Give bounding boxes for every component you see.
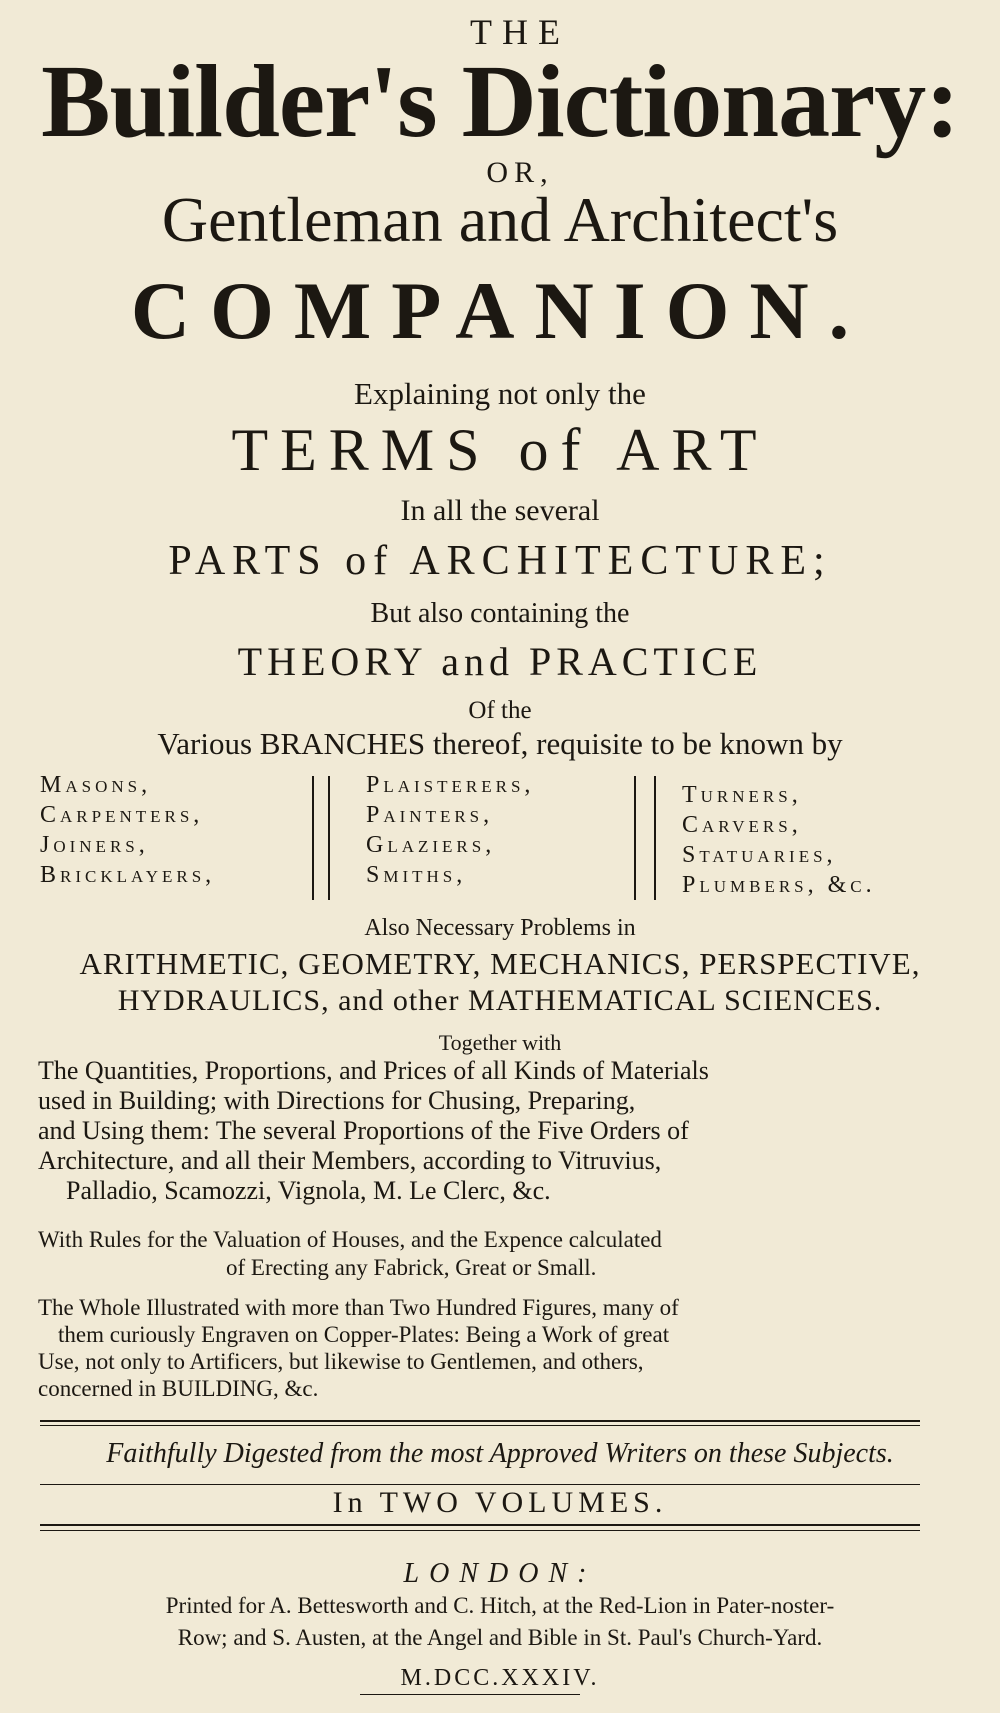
illustrated-paragraph — [38, 1296, 928, 1416]
trade-item: Bricklayers, — [40, 862, 216, 888]
trade-item: Plaisterers, — [366, 772, 535, 798]
explaining-line: Explaining not only the — [354, 376, 646, 411]
imprint-line-1: Printed for A. Bettesworth and C. Hitch, at the Red-Lion in Pater-noster- — [165, 1593, 835, 1618]
also-containing-line: But also containing the — [370, 598, 630, 629]
trade-item: Turners, — [682, 782, 802, 808]
companion-heading: COMPANION. — [130, 265, 870, 356]
column-divider — [634, 776, 636, 900]
branches-line: Various BRANCHES thereof, requisite to be known by — [157, 726, 843, 761]
imprint-line-2: Row; and S. Austen, at the Angel and Bible in St. Paul's Church-Yard. — [177, 1625, 823, 1650]
paragraph-line: concerned in BUILDING, &c. — [38, 1376, 319, 1401]
trade-item: Statuaries, — [682, 842, 837, 868]
of-the-line: Of the — [468, 697, 532, 724]
paragraph-line: The Quantities, Proportions, and Prices of all Kinds of Materials — [38, 1056, 709, 1085]
several-line: In all the several — [400, 494, 600, 527]
column-divider — [312, 776, 314, 900]
subtitle: Gentleman and Architect's — [161, 184, 839, 255]
paragraph-line: Palladio, Scamozzi, Vignola, M. Le Clerc, &c. — [66, 1176, 551, 1205]
together-intro: Together with — [438, 1030, 562, 1055]
problems-intro: Also Necessary Problems in — [364, 915, 636, 941]
materials-paragraph — [38, 1058, 928, 1208]
trade-item: Carvers, — [682, 812, 802, 838]
paragraph-line: of Erecting any Fabrick, Great or Small. — [226, 1255, 597, 1280]
paragraph-line: them curiously Engraven on Copper-Plates: Being a Work of great — [58, 1322, 670, 1347]
main-title: Builder's Dictionary: — [41, 44, 959, 159]
horizontal-rule — [40, 1524, 920, 1526]
the-heading: THE — [470, 12, 570, 52]
imprint-date: M.DCC.XXXIV. — [400, 1665, 600, 1691]
horizontal-rule — [40, 1425, 920, 1426]
sciences-line-1: ARITHMETIC, GEOMETRY, MECHANICS, PERSPECTIVE, — [79, 946, 921, 981]
trade-item: Smiths, — [366, 862, 467, 888]
trade-item: Carpenters, — [40, 802, 204, 828]
volumes-line: In TWO VOLUMES. — [332, 1486, 668, 1519]
column-divider — [328, 776, 330, 900]
paragraph-line: With Rules for the Valuation of Houses, and the Expence calculated — [38, 1227, 662, 1252]
trade-item: Plumbers, &c. — [682, 872, 876, 898]
trades-column-2 — [366, 770, 534, 890]
trades-column-3 — [682, 780, 876, 900]
digested-line: Faithfully Digested from the most Approved Writers on these Subjects. — [106, 1438, 894, 1469]
trade-item: Masons, — [40, 772, 152, 798]
paragraph-line: used in Building; with Directions for Chusing, Preparing, — [38, 1086, 636, 1115]
date-underline — [360, 1694, 580, 1695]
trade-item: Joiners, — [40, 832, 149, 858]
rules-paragraph — [38, 1228, 928, 1288]
imprint-city: LONDON: — [403, 1558, 597, 1589]
horizontal-rule — [40, 1530, 920, 1531]
paragraph-line: Use, not only to Artificers, but likewise to Gentlemen, and others, — [38, 1349, 644, 1374]
trades-column-1 — [40, 770, 215, 890]
terms-of-art: TERMS of ART — [231, 417, 769, 483]
horizontal-rule — [40, 1484, 920, 1485]
paragraph-line: and Using them: The several Proportions of the Five Orders of — [38, 1116, 689, 1145]
horizontal-rule — [40, 1420, 920, 1422]
paragraph-line: The Whole Illustrated with more than Two Hundred Figures, many of — [38, 1295, 679, 1320]
trade-item: Painters, — [366, 802, 494, 828]
paragraph-line: Architecture, and all their Members, according to Vitruvius, — [38, 1146, 662, 1175]
parts-of-architecture: PARTS of ARCHITECTURE; — [168, 538, 832, 584]
column-divider — [654, 776, 656, 900]
trade-item: Glaziers, — [366, 832, 496, 858]
or-line: OR, — [486, 156, 554, 189]
sciences-line-2: HYDRAULICS, and other MATHEMATICAL SCIENCES. — [117, 984, 883, 1017]
theory-and-practice: THEORY and PRACTICE — [237, 639, 763, 684]
